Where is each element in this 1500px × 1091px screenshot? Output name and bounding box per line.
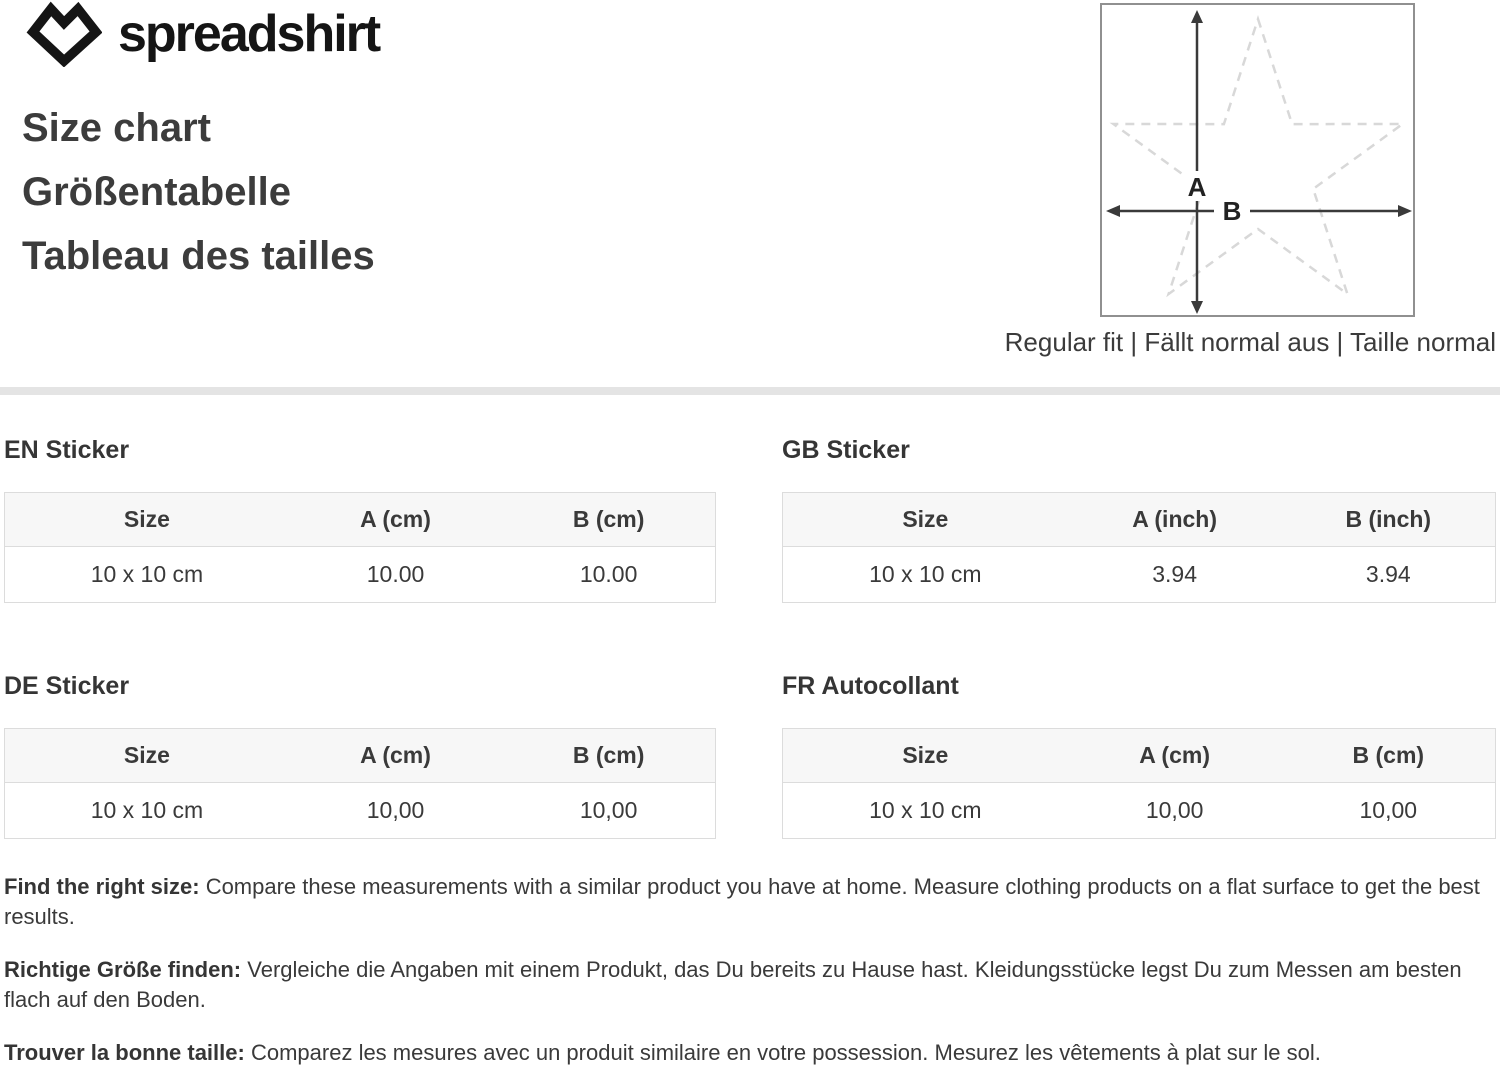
- section-title-gb-sticker: GB Sticker: [782, 436, 910, 464]
- section-title-en-sticker: EN Sticker: [4, 436, 130, 464]
- cell-b: 10,00: [1282, 783, 1496, 839]
- column-header-b: B (inch): [1282, 493, 1496, 547]
- section-title-de-sticker: DE Sticker: [4, 672, 130, 700]
- table-row: [783, 783, 1496, 839]
- column-header-b: B (cm): [502, 729, 715, 783]
- measurement-diagram: [1100, 3, 1415, 317]
- table-row: [5, 547, 716, 603]
- note-fr-text: Comparez les mesures avec un produit similaire en votre possession. Mesurez les vêtements à plat sur le sol.: [250, 1040, 1321, 1065]
- table-header-row: [783, 493, 1496, 547]
- page-title-en: Size chart: [22, 106, 211, 150]
- diagram-label-b: B: [1222, 196, 1242, 226]
- note-de: [4, 955, 1494, 1015]
- arrow-b-icon: [1106, 205, 1412, 217]
- cell-b: 3.94: [1282, 547, 1496, 603]
- note-fr-lead: Trouver la bonne taille:: [4, 1040, 245, 1065]
- cell-b: 10.00: [502, 547, 715, 603]
- column-header-b: B (cm): [502, 493, 715, 547]
- table-header-row: [5, 493, 716, 547]
- column-header-a: A (inch): [1068, 493, 1282, 547]
- column-header-size: Size: [783, 493, 1068, 547]
- note-en-text: Compare these measurements with a similar product you have at home. Measure clothing products on a flat surface to get the best results.: [4, 874, 1480, 929]
- note-de-lead: Richtige Größe finden:: [4, 957, 242, 982]
- size-table-fr: [782, 728, 1496, 839]
- column-header-size: Size: [5, 729, 289, 783]
- cell-size: 10 x 10 cm: [5, 783, 289, 839]
- cell-size: 10 x 10 cm: [783, 783, 1068, 839]
- brand-logo: [26, 0, 379, 68]
- page-titles: [22, 96, 375, 288]
- section-title-fr-autocollant: FR Autocollant: [782, 672, 959, 700]
- sticker-star-diagram: [1102, 5, 1413, 315]
- column-header-size: Size: [5, 493, 289, 547]
- column-header-a: A (cm): [1068, 729, 1282, 783]
- cell-size: 10 x 10 cm: [783, 547, 1068, 603]
- brand-name: spreadshirt: [118, 5, 380, 63]
- page-title-de: Größentabelle: [22, 170, 291, 214]
- size-section-gb: [782, 437, 1496, 603]
- note-en-lead: Find the right size:: [4, 874, 200, 899]
- spreadshirt-heart-icon: [26, 1, 102, 67]
- cell-a: 10,00: [289, 783, 502, 839]
- section-divider: [0, 387, 1500, 395]
- cell-a: 10.00: [289, 547, 502, 603]
- table-row: [5, 783, 716, 839]
- cell-a: 10,00: [1068, 783, 1282, 839]
- page-title-fr: Tableau des tailles: [22, 234, 375, 278]
- diagram-label-a: A: [1187, 172, 1207, 202]
- note-de-text: Vergleiche die Angaben mit einem Produkt, das Du bereits zu Hause hast. Kleidungsstücke legst Du zum Messen am besten flach auf den Boden.: [4, 957, 1462, 1012]
- star-outline-icon: [1113, 19, 1402, 294]
- size-section-de: [4, 673, 716, 839]
- cell-b: 10,00: [502, 783, 715, 839]
- size-table-en: [4, 492, 716, 603]
- sizing-notes: [4, 872, 1494, 1091]
- table-row: [783, 547, 1496, 603]
- size-tables-grid: [4, 437, 1496, 839]
- size-table-gb: [782, 492, 1496, 603]
- table-header-row: [5, 729, 716, 783]
- size-table-de: [4, 728, 716, 839]
- column-header-size: Size: [783, 729, 1068, 783]
- note-en: [4, 872, 1494, 932]
- table-header-row: [783, 729, 1496, 783]
- cell-size: 10 x 10 cm: [5, 547, 289, 603]
- arrow-a-icon: [1191, 10, 1203, 314]
- fit-note: Regular fit | Fällt normal aus | Taille normal: [1004, 327, 1496, 357]
- size-section-fr: [782, 673, 1496, 839]
- column-header-b: B (cm): [1282, 729, 1496, 783]
- size-section-en: [4, 437, 716, 603]
- column-header-a: A (cm): [289, 729, 502, 783]
- note-fr: [4, 1038, 1494, 1068]
- column-header-a: A (cm): [289, 493, 502, 547]
- cell-a: 3.94: [1068, 547, 1282, 603]
